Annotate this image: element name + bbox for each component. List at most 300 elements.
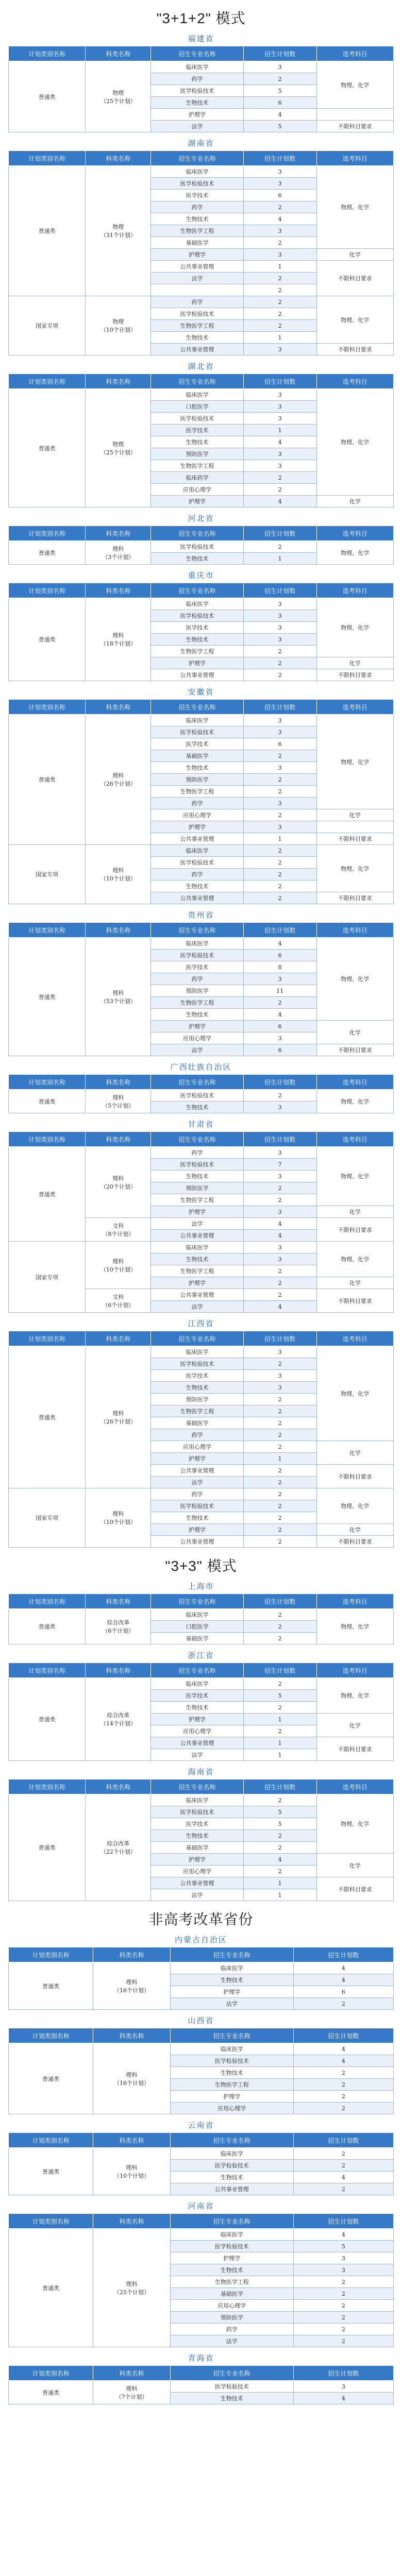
plan-cell: 3 [243, 622, 316, 634]
category-cell: 普通类 [9, 1346, 86, 1488]
header-category: 计划类别名称 [9, 374, 86, 389]
major-cell: 药学 [151, 296, 243, 308]
major-cell: 医学检验技术 [170, 2055, 293, 2067]
category-cell: 普通类 [9, 2148, 93, 2195]
province-title: 云南省 [188, 2121, 214, 2130]
plan-cell: 5 [293, 2241, 393, 2252]
major-cell: 药学 [151, 1488, 243, 1500]
major-cell: 应用心理学 [151, 484, 243, 496]
major-cell: 法学 [151, 1749, 243, 1761]
plan-cell: 2 [293, 2067, 393, 2079]
major-cell: 基础医学 [151, 750, 243, 762]
plan-cell: 3 [243, 413, 316, 425]
subject-cell: 物理 （10个计划） [86, 296, 151, 355]
plan-cell: 2 [293, 1998, 393, 2010]
header-category: 计划类别名称 [9, 1663, 86, 1678]
header-subject: 科类名称 [93, 2133, 170, 2148]
major-cell: 公共事业管理 [151, 1289, 243, 1301]
plan-cell: 1 [243, 833, 316, 845]
subject-cell: 理科 （53个计划） [86, 938, 151, 1056]
plan-cell: 2 [293, 2160, 393, 2172]
requirement-cell: 不限科目要求 [316, 1218, 393, 1242]
major-cell: 生物医学工程 [151, 1265, 243, 1277]
major-cell: 临床医学 [151, 845, 243, 857]
header-subject: 科类名称 [86, 526, 151, 541]
plan-cell: 6 [243, 190, 316, 201]
plan-cell: 3 [243, 460, 316, 472]
major-cell: 医学检验技术 [151, 1159, 243, 1171]
major-cell: 生物技术 [170, 2067, 293, 2079]
major-cell: 医学检验技术 [151, 1500, 243, 1512]
plan-cell: 5 [243, 1806, 316, 1818]
plan-cell: 3 [243, 178, 316, 190]
plan-cell: 1 [243, 1453, 316, 1465]
requirement-cell: 物理、化学 [316, 541, 393, 565]
header-subject: 科类名称 [93, 2028, 170, 2043]
plan-cell: 2 [293, 2276, 393, 2288]
plan-cell: 5 [243, 1818, 316, 1830]
header-subject: 科类名称 [86, 583, 151, 598]
plan-cell: 2 [243, 472, 316, 484]
plan-cell: 2 [243, 1394, 316, 1405]
major-cell: 生物技术 [151, 634, 243, 646]
table-row [9, 296, 394, 308]
plan-cell: 5 [243, 1690, 316, 1702]
plan-table [8, 699, 394, 904]
major-cell: 医学检验技术 [151, 610, 243, 622]
major-cell: 护理学 [151, 249, 243, 261]
header-category: 计划类别名称 [9, 1947, 93, 1962]
header-plan: 招生计划数 [293, 2366, 393, 2381]
header-subject: 科类名称 [86, 1594, 151, 1609]
plan-cell: 3 [243, 1147, 316, 1159]
major-cell: 医学检验技术 [151, 413, 243, 425]
plan-cell: 2 [243, 892, 316, 904]
requirement-cell: 不限科目要求 [316, 833, 393, 845]
table-row [9, 2148, 394, 2160]
table-row [9, 166, 394, 178]
header-requirement: 选考科目 [316, 700, 393, 715]
requirement-cell: 化学 [316, 657, 393, 669]
header-row [9, 2214, 394, 2229]
major-cell: 公共事业管理 [151, 1877, 243, 1889]
major-cell: 预防医学 [170, 2312, 293, 2324]
plan-table [8, 583, 394, 681]
header-category: 计划类别名称 [9, 2366, 93, 2381]
plan-cell: 11 [243, 985, 316, 997]
subject-cell: 理科 （16个计划） [93, 1962, 170, 2010]
major-cell: 生物技术 [151, 553, 243, 565]
major-cell: 生物技术 [170, 2393, 293, 2404]
header-major: 招生专业名称 [151, 1132, 243, 1147]
header-category: 计划类别名称 [9, 46, 86, 61]
plan-cell: 4 [293, 1974, 393, 1986]
plan-cell: 6 [243, 738, 316, 750]
header-plan: 招生计划数 [293, 1947, 393, 1962]
province-title: 海南省 [188, 1767, 214, 1776]
header-subject: 科类名称 [86, 923, 151, 938]
header-requirement: 选考科目 [316, 1132, 393, 1147]
header-major: 招生专业名称 [151, 46, 243, 61]
plan-cell: 3 [243, 225, 316, 237]
plan-table [8, 374, 394, 507]
plan-cell: 4 [293, 1962, 393, 1974]
major-cell: 医学技术 [151, 622, 243, 634]
table-row [9, 2229, 394, 2241]
header-category: 计划类别名称 [9, 526, 86, 541]
plan-cell: 2 [243, 1500, 316, 1512]
category-cell: 普通类 [9, 389, 86, 507]
header-requirement: 选考科目 [316, 1331, 393, 1346]
plan-cell: 3 [293, 2252, 393, 2264]
subject-cell: 物理 （31个计划） [86, 166, 151, 296]
plan-cell: 4 [243, 1301, 316, 1313]
subject-cell: 综合改革 （14个计划） [86, 1678, 151, 1761]
province-title: 江西省 [188, 1319, 214, 1328]
major-cell: 生物医学工程 [151, 786, 243, 798]
major-cell: 生物技术 [151, 1830, 243, 1842]
province-title: 湖北省 [188, 362, 214, 371]
header-plan: 招生计划数 [293, 2214, 393, 2229]
major-cell: 基础医学 [170, 2288, 293, 2300]
major-cell: 医学检验技术 [151, 308, 243, 320]
header-requirement: 选考科目 [316, 526, 393, 541]
plan-cell: 2 [243, 320, 316, 332]
plan-cell: 6 [243, 1044, 316, 1056]
category-cell: 普通类 [9, 61, 86, 132]
header-row [9, 374, 394, 389]
requirement-cell: 化学 [316, 1277, 393, 1289]
header-major: 招生专业名称 [151, 700, 243, 715]
plan-cell: 3 [293, 2381, 393, 2393]
header-category: 计划类别名称 [9, 583, 86, 598]
header-plan: 招生计划数 [243, 151, 316, 166]
major-cell: 生物技术 [151, 97, 243, 109]
header-requirement: 选考科目 [316, 46, 393, 61]
major-cell: 医学检验技术 [151, 1090, 243, 1101]
plan-cell: 2 [243, 541, 316, 553]
header-requirement: 选考科目 [316, 923, 393, 938]
header-subject: 科类名称 [86, 374, 151, 389]
major-cell: 医学检验技术 [151, 541, 243, 553]
requirement-cell [316, 821, 393, 833]
header-plan: 招生计划数 [243, 526, 316, 541]
plan-cell: 2 [243, 284, 316, 296]
plan-cell: 4 [243, 1230, 316, 1242]
subject-cell: 物理 （25个计划） [86, 61, 151, 132]
subject-cell: 理科 （16个计划） [93, 2043, 170, 2114]
plan-table [8, 2132, 394, 2195]
plan-cell: 2 [243, 857, 316, 869]
header-plan: 招生计划数 [243, 923, 316, 938]
major-cell: 公共事业管理 [151, 1536, 243, 1548]
major-cell: 生物医学工程 [170, 2079, 293, 2091]
category-cell: 普通类 [9, 1609, 86, 1645]
major-cell [151, 284, 243, 296]
major-cell: 医学检验技术 [151, 178, 243, 190]
plan-cell: 2 [293, 2079, 393, 2091]
header-subject: 科类名称 [86, 1331, 151, 1346]
major-cell: 医学技术 [151, 1690, 243, 1702]
requirement-cell: 物理、化学 [316, 845, 393, 892]
plan-cell: 3 [243, 1032, 316, 1044]
requirement-cell: 物理、化学 [316, 938, 393, 1021]
header-plan: 招生计划数 [243, 46, 316, 61]
requirement-cell: 不限科目要求 [316, 1877, 393, 1901]
requirement-cell: 不限科目要求 [316, 121, 393, 132]
requirement-cell: 不限科目要求 [316, 892, 393, 904]
major-cell: 药学 [151, 798, 243, 809]
major-cell: 应用心理学 [170, 2300, 293, 2312]
requirement-cell: 不限科目要求 [316, 1289, 393, 1313]
header-category: 计划类别名称 [9, 700, 86, 715]
requirement-cell: 物理、化学 [316, 166, 393, 249]
category-cell: 普通类 [9, 166, 86, 296]
province-title: 内蒙古自治区 [174, 1935, 227, 1944]
major-cell: 生物技术 [170, 2264, 293, 2276]
province-title: 贵州省 [188, 910, 214, 920]
requirement-cell: 物理、化学 [316, 1346, 393, 1441]
plan-cell: 4 [243, 436, 316, 448]
plan-cell: 2 [243, 1090, 316, 1101]
table-row [9, 845, 394, 857]
requirement-cell: 物理、化学 [316, 1242, 393, 1277]
table-row [9, 1962, 394, 1974]
header-row [9, 1947, 394, 1962]
plan-cell: 1 [243, 425, 316, 436]
header-subject: 科类名称 [93, 1947, 170, 1962]
requirement-cell: 物理、化学 [316, 1488, 393, 1524]
header-major: 招生专业名称 [151, 374, 243, 389]
major-cell: 口腔医学 [151, 1621, 243, 1633]
table-row [9, 1242, 394, 1253]
header-major: 招生专业名称 [151, 1075, 243, 1090]
header-subject: 科类名称 [86, 1663, 151, 1678]
requirement-cell [316, 109, 393, 121]
major-cell: 预防医学 [151, 448, 243, 460]
major-cell: 护理学 [151, 1453, 243, 1465]
plan-cell: 2 [293, 2300, 393, 2312]
plan-cell: 3 [243, 1346, 316, 1358]
plan-cell: 6 [243, 1021, 316, 1032]
major-cell: 应用心理学 [151, 1441, 243, 1453]
major-cell: 临床医学 [151, 598, 243, 610]
major-cell: 护理学 [151, 657, 243, 669]
plan-cell: 4 [293, 2229, 393, 2241]
plan-cell: 1 [243, 261, 316, 273]
plan-cell: 2 [243, 809, 316, 821]
province-title: 甘肃省 [188, 1120, 214, 1129]
requirement-cell: 不限科目要求 [316, 1465, 393, 1488]
requirement-cell: 化学 [316, 809, 393, 821]
major-cell: 护理学 [151, 1021, 243, 1032]
header-major: 招生专业名称 [151, 151, 243, 166]
header-major: 招生专业名称 [170, 2214, 293, 2229]
major-cell: 医学检验技术 [170, 2241, 293, 2252]
plan-cell: 2 [243, 273, 316, 284]
table-row [9, 61, 394, 73]
major-cell: 护理学 [151, 821, 243, 833]
plan-cell: 6 [243, 950, 316, 961]
major-cell: 药学 [170, 2324, 293, 2335]
subject-cell: 理科 （25个计划） [93, 2229, 170, 2347]
plan-cell: 2 [243, 1609, 316, 1621]
plan-cell: 3 [243, 166, 316, 178]
plan-cell: 1 [243, 553, 316, 565]
mode-title: "3+1+2" 模式 [156, 10, 246, 26]
category-cell: 普通类 [9, 1678, 86, 1761]
header-row [9, 526, 394, 541]
requirement-cell: 物理、化学 [316, 389, 393, 496]
plan-cell: 2 [243, 786, 316, 798]
plan-cell: 3 [243, 973, 316, 985]
major-cell: 护理学 [151, 1714, 243, 1725]
plan-cell: 2 [243, 880, 316, 892]
header-plan: 招生计划数 [243, 1594, 316, 1609]
major-cell: 生物技术 [151, 1702, 243, 1714]
major-cell: 预防医学 [151, 774, 243, 786]
plan-cell: 3 [243, 1253, 316, 1265]
major-cell: 法学 [151, 273, 243, 284]
subject-cell: 文科 （6个计划） [86, 1289, 151, 1313]
major-cell: 医学检验技术 [151, 726, 243, 738]
header-row [9, 2366, 394, 2381]
major-cell: 生物技术 [151, 1382, 243, 1394]
header-major: 招生专业名称 [170, 2028, 293, 2043]
category-cell: 普通类 [9, 598, 86, 681]
province-title: 重庆市 [188, 571, 214, 580]
major-cell: 护理学 [170, 2091, 293, 2103]
plan-cell: 5 [243, 121, 316, 132]
plan-cell: 2 [243, 1830, 316, 1842]
plan-cell: 3 [243, 726, 316, 738]
major-cell: 生物医学工程 [151, 1194, 243, 1206]
major-cell: 公共事业管理 [170, 2183, 293, 2195]
major-cell: 生物技术 [151, 762, 243, 774]
plan-table [8, 1947, 394, 2010]
major-cell: 临床医学 [170, 2229, 293, 2241]
table-row [9, 389, 394, 401]
requirement-cell: 不限科目要求 [316, 344, 393, 355]
plan-cell: 3 [243, 344, 316, 355]
subject-cell: 理科 （7个计划） [93, 2381, 170, 2404]
header-plan: 招生计划数 [243, 1075, 316, 1090]
major-cell: 应用心理学 [170, 2103, 293, 2114]
major-cell: 护理学 [170, 1986, 293, 1998]
requirement-cell: 化学 [316, 496, 393, 507]
plan-cell: 3 [243, 1382, 316, 1394]
plan-cell: 7 [243, 1159, 316, 1171]
plan-cell: 2 [293, 2312, 393, 2324]
requirement-cell: 物理、化学 [316, 715, 393, 809]
plan-cell: 3 [243, 762, 316, 774]
plan-cell: 3 [243, 61, 316, 73]
major-cell: 医学技术 [151, 1370, 243, 1382]
plan-cell: 2 [243, 1265, 316, 1277]
major-cell: 生物医学工程 [151, 460, 243, 472]
plan-cell: 2 [243, 1429, 316, 1441]
major-cell: 护理学 [170, 2252, 293, 2264]
plan-cell: 4 [293, 2172, 393, 2183]
header-row [9, 1594, 394, 1609]
plan-cell: 2 [293, 2288, 393, 2300]
plan-cell: 3 [243, 798, 316, 809]
header-requirement: 选考科目 [316, 151, 393, 166]
major-cell: 生物技术 [151, 436, 243, 448]
plan-cell: 3 [243, 448, 316, 460]
category-cell: 普通类 [9, 2229, 93, 2347]
plan-table [8, 1779, 394, 1901]
requirement-cell: 不限科目要求 [316, 1044, 393, 1056]
category-cell: 普通类 [9, 938, 86, 1056]
major-cell: 药学 [151, 1147, 243, 1159]
major-cell: 生物医学工程 [151, 997, 243, 1009]
major-cell: 临床医学 [151, 166, 243, 178]
plan-cell: 4 [243, 938, 316, 950]
header-category: 计划类别名称 [9, 2214, 93, 2229]
plan-cell: 4 [243, 1218, 316, 1230]
table-row [9, 1678, 394, 1690]
header-subject: 科类名称 [86, 1780, 151, 1794]
header-row [9, 1331, 394, 1346]
header-major: 招生专业名称 [151, 1331, 243, 1346]
subject-cell: 理科 （10个计划） [86, 1488, 151, 1548]
header-row [9, 151, 394, 166]
plan-cell: 2 [243, 1794, 316, 1806]
subject-cell: 理科 （3个计划） [86, 541, 151, 565]
major-cell: 生物技术 [151, 1253, 243, 1265]
header-category: 计划类别名称 [9, 2028, 93, 2043]
major-cell: 医学检验技术 [151, 1358, 243, 1370]
requirement-cell: 化学 [316, 1854, 393, 1877]
header-row [9, 2028, 394, 2043]
header-major: 招生专业名称 [151, 923, 243, 938]
plan-cell: 2 [293, 2103, 393, 2114]
requirement-cell: 物理、化学 [316, 1090, 393, 1113]
major-cell: 法学 [151, 121, 243, 132]
plan-cell: 2 [243, 1477, 316, 1488]
major-cell: 医学技术 [151, 425, 243, 436]
major-cell: 医学技术 [151, 961, 243, 973]
major-cell: 护理学 [151, 1854, 243, 1866]
province-title: 广西壮族自治区 [170, 1062, 232, 1072]
plan-cell: 3 [243, 634, 316, 646]
header-category: 计划类别名称 [9, 1331, 86, 1346]
header-major: 招生专业名称 [151, 1663, 243, 1678]
plan-table [8, 1663, 394, 1761]
plan-cell: 1 [243, 1749, 316, 1761]
subject-cell: 理科 （20个计划） [86, 1147, 151, 1218]
plan-cell: 2 [243, 997, 316, 1009]
header-major: 招生专业名称 [151, 1594, 243, 1609]
major-cell: 临床医学 [151, 715, 243, 726]
requirement-cell: 化学 [316, 1206, 393, 1218]
header-row [9, 2133, 394, 2148]
major-cell: 生物医学工程 [151, 646, 243, 657]
major-cell: 医学技术 [151, 1818, 243, 1830]
header-row [9, 583, 394, 598]
subject-cell: 理科 （26个计划） [86, 715, 151, 845]
subject-cell: 理科 （26个计划） [86, 1346, 151, 1488]
requirement-cell: 物理、化学 [316, 598, 393, 657]
table-row [9, 938, 394, 950]
major-cell: 公共事业管理 [151, 261, 243, 273]
mode-title: "3+3" 模式 [165, 1558, 237, 1574]
header-major: 招生专业名称 [151, 526, 243, 541]
major-cell: 生物技术 [151, 213, 243, 225]
header-row [9, 700, 394, 715]
plan-cell: 2 [243, 1289, 316, 1301]
